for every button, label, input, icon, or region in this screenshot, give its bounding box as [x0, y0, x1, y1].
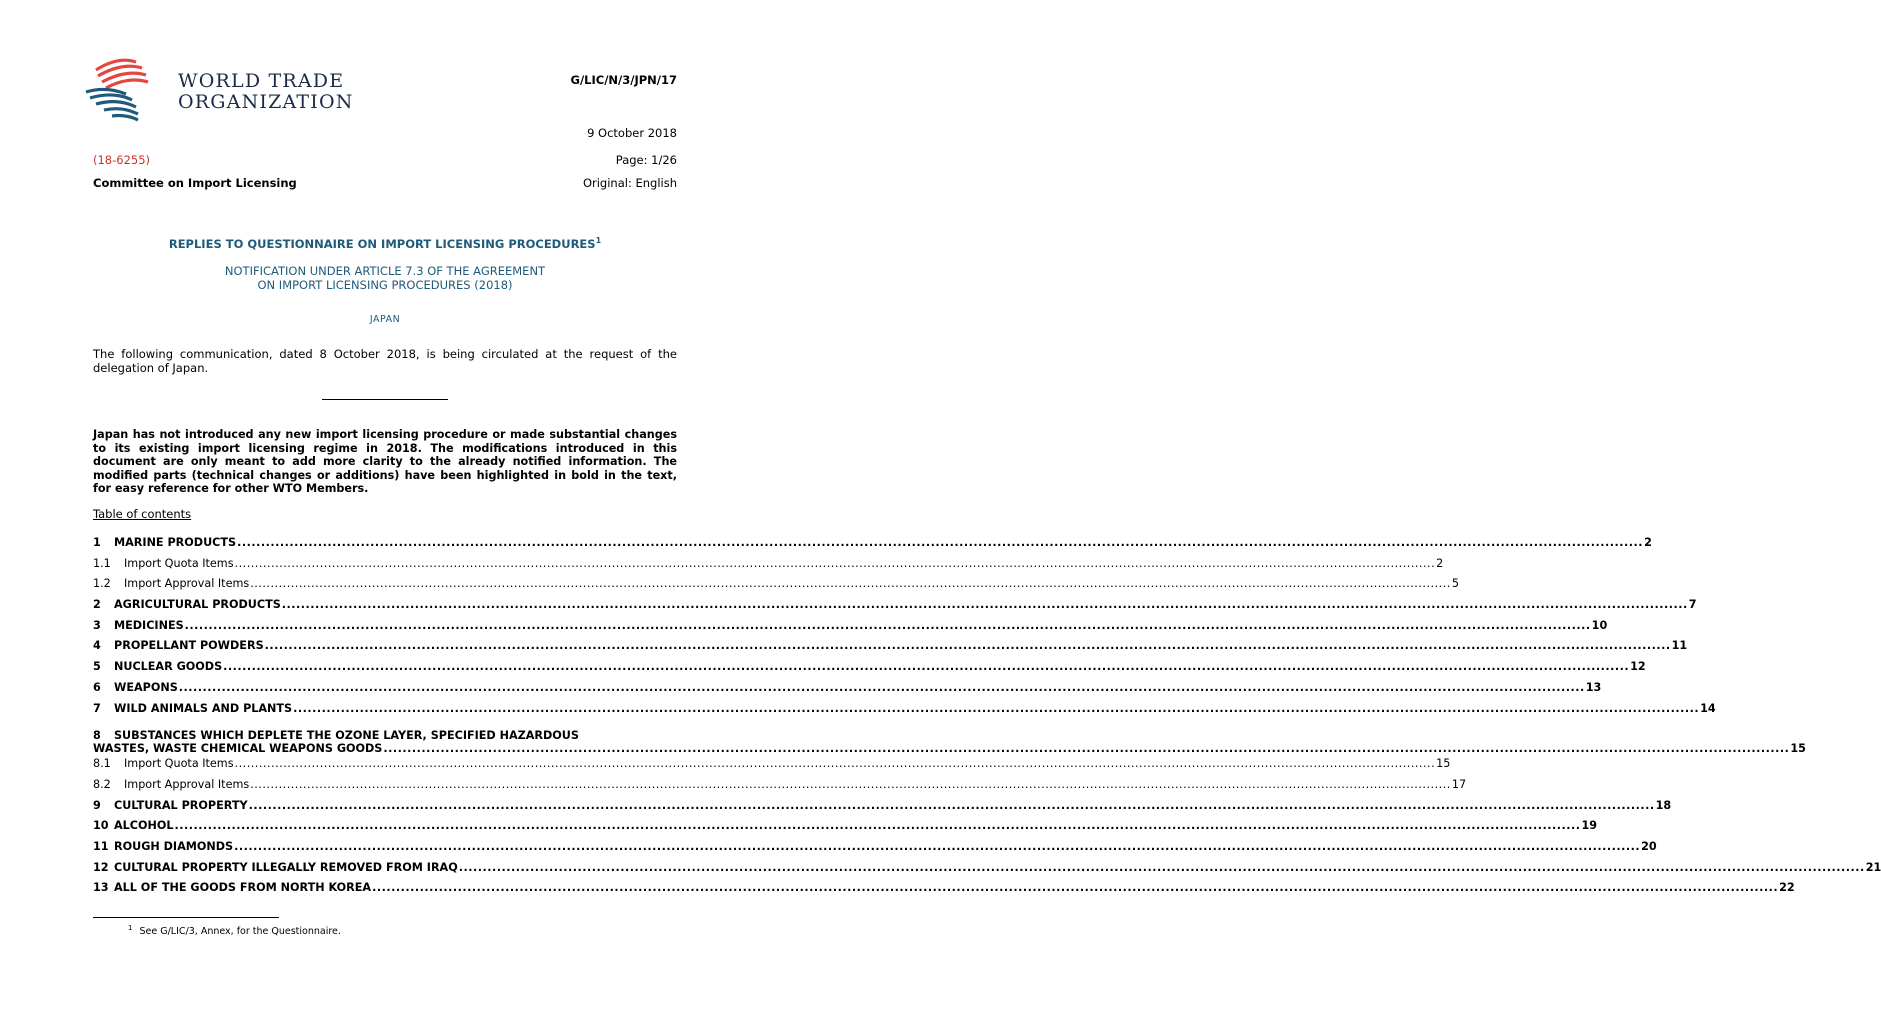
toc-entry-number: 6: [93, 680, 101, 694]
toc-entry[interactable]: [93, 839, 1657, 861]
toc-entry-title: MARINE PRODUCTS: [114, 536, 237, 549]
toc-entry-page: 10: [1591, 618, 1608, 632]
title-text: REPLIES TO QUESTIONNAIRE ON IMPORT LICENSING PROCEDURES: [168, 236, 596, 251]
toc-entry-number: 4: [93, 639, 101, 653]
summary-paragraph: Japan has not introduced any new import licensing procedure or made substantial changes to its existing import licensing regime in 2018. The modifications introduced in this document are only meant to add more clarity to the already notified information. The modified parts (technical changes or additions) have been highlighted in bold in the text, for easy reference for other WTO Members.: [93, 428, 677, 496]
toc-leader-dots: [175, 819, 1581, 832]
toc-entry-page: 21: [1865, 860, 1881, 874]
toc-entry-title: ALCOHOL: [114, 819, 174, 833]
toc-entry-number: 12: [93, 860, 109, 874]
toc-leader-dots: [179, 681, 1585, 694]
toc-entry-number: 11: [93, 839, 109, 853]
toc-entry[interactable]: [93, 777, 1467, 799]
toc-entry-page: 19: [1581, 819, 1598, 833]
toc-entry-title: MEDICINES: [114, 618, 184, 632]
toc-entry[interactable]: [93, 660, 1646, 681]
toc-entry-title: CULTURAL PROPERTY: [114, 798, 248, 812]
toc-entry-number: 1: [93, 536, 101, 549]
toc-entry[interactable]: [93, 556, 1444, 578]
org-name-line2: ORGANIZATION: [178, 91, 354, 113]
committee-name: Committee on Import Licensing: [93, 176, 297, 190]
toc-entry-title: Import Quota Items: [124, 757, 234, 771]
separator-line: [322, 399, 448, 400]
toc-entry[interactable]: [93, 701, 1716, 723]
toc-entry-title: Import Quota Items: [124, 556, 234, 570]
toc-entry[interactable]: [93, 881, 1795, 902]
toc-entry-page: 17: [1451, 777, 1467, 791]
toc-leader-dots: [237, 536, 1643, 549]
toc-entry-page: 11: [1671, 639, 1688, 653]
toc-entry[interactable]: [93, 639, 1688, 660]
toc-entry-number: 8.2: [93, 777, 111, 791]
toc-entry-page: 18: [1655, 798, 1672, 812]
toc-entry-page: 20: [1641, 839, 1657, 853]
country-label: JAPAN: [369, 314, 401, 325]
original-language: Original: English: [582, 176, 677, 190]
toc-leader-dots: [250, 778, 1451, 791]
toc-entry-number: 10: [93, 819, 109, 833]
toc-entry-page: 2: [1644, 536, 1652, 549]
footnote: [128, 924, 341, 937]
toc-entry[interactable]: [93, 819, 1598, 840]
toc-entry-number: 1.1: [93, 556, 111, 570]
toc-entry-page: 2: [1436, 556, 1444, 570]
toc-entry-number: 5: [93, 660, 101, 674]
toc-leader-dots: [185, 619, 1591, 632]
table-of-contents: [93, 536, 1881, 902]
toc-entry-page: 5: [1451, 577, 1459, 591]
toc-entry[interactable]: [93, 860, 1881, 882]
toc-leader-dots: [293, 702, 1699, 715]
toc-entry-number: 7: [93, 701, 101, 715]
toc-leader-dots: [383, 742, 1789, 755]
toc-entry[interactable]: [93, 680, 1602, 702]
toc-leader-dots: [235, 757, 1436, 770]
intro-paragraph: The following communication, dated 8 October 2018, is being circulated at the request of the delegation of Japan.: [93, 347, 677, 375]
toc-leader-dots: [282, 598, 1688, 611]
toc-entry[interactable]: [93, 577, 1459, 598]
toc-entry[interactable]: [93, 598, 1697, 619]
toc-entry-title: WEAPONS: [114, 680, 178, 694]
toc-entry-page: 15: [1436, 757, 1451, 771]
toc-leader-dots: [249, 799, 1655, 812]
toc-entry-title: SUBSTANCES WHICH DEPLETE THE OZONE LAYER, SPECIFIED HAZARDOUS: [114, 729, 579, 743]
document-symbol: G/LIC/N/3/JPN/17: [570, 73, 677, 87]
toc-entry[interactable]: [93, 618, 1608, 640]
toc-leader-dots: [372, 881, 1778, 894]
toc-entry-number: 8: [93, 729, 101, 743]
toc-entry-title: WILD ANIMALS AND PLANTS: [114, 701, 293, 715]
toc-entry-title: CULTURAL PROPERTY ILLEGALLY REMOVED FROM IRAQ: [114, 860, 458, 874]
toc-leader-dots: [223, 660, 1629, 673]
toc-entry-page: 14: [1700, 701, 1716, 715]
document-number: (18-6255): [93, 153, 151, 167]
toc-leader-dots: [459, 861, 1865, 874]
wto-emblem-icon: [84, 56, 176, 128]
footnote-rule: [93, 917, 279, 918]
toc-leader-dots: [235, 557, 1436, 570]
footnote-marker: 1: [128, 924, 133, 932]
org-name-line1: WORLD TRADE: [178, 70, 345, 92]
toc-entry-number: 13: [93, 881, 109, 895]
toc-entry-title: ALL OF THE GOODS FROM NORTH KOREA: [114, 881, 372, 895]
toc-entry[interactable]: [93, 798, 1672, 820]
toc-entry-number: 8.1: [93, 757, 111, 771]
toc-entry-title: NUCLEAR GOODS: [114, 660, 223, 674]
subtitle-line2: ON IMPORT LICENSING PROCEDURES (2018): [257, 278, 513, 292]
toc-entry-page: 7: [1688, 598, 1697, 612]
document-date: 9 October 2018: [587, 126, 677, 140]
toc-entry-number: 2: [93, 598, 101, 612]
document-title: [93, 236, 677, 251]
toc-entry-number: 1.2: [93, 577, 111, 591]
toc-entry-title: ROUGH DIAMONDS: [114, 839, 234, 853]
toc-entry[interactable]: [93, 757, 1451, 778]
toc-entry-title: Import Approval Items: [124, 577, 250, 591]
toc-leader-dots: [265, 639, 1671, 652]
toc-entry-title-cont: WASTES, WASTE CHEMICAL WEAPONS GOODS: [93, 742, 383, 756]
toc-entry-number: 9: [93, 798, 101, 812]
toc-leader-dots: [234, 840, 1640, 853]
wto-logo: [84, 56, 354, 126]
document-subtitle: [93, 264, 677, 292]
toc-entry-page: 13: [1585, 680, 1602, 694]
footnote-text: See G/LIC/3, Annex, for the Questionnaire.: [139, 926, 341, 938]
toc-entry-number: 3: [93, 618, 101, 632]
toc-entry-page: 12: [1630, 660, 1646, 674]
toc-heading[interactable]: Table of contents: [93, 507, 192, 521]
toc-entry-title: AGRICULTURAL PRODUCTS: [114, 598, 281, 612]
subtitle-line1: NOTIFICATION UNDER ARTICLE 7.3 OF THE AGREEMENT: [224, 264, 546, 278]
toc-entry-title: PROPELLANT POWDERS: [114, 639, 264, 653]
toc-entry-title: Import Approval Items: [124, 777, 250, 791]
toc-entry-page: 15: [1790, 742, 1806, 756]
page-number: Page: 1/26: [615, 153, 677, 167]
country-name: [93, 314, 677, 325]
footnote-ref[interactable]: 1: [595, 236, 602, 245]
toc-entry-page: 22: [1779, 881, 1795, 895]
toc-entry[interactable]: [93, 722, 1806, 757]
toc-leader-dots: [250, 577, 1451, 590]
toc-entry[interactable]: [93, 536, 1652, 557]
